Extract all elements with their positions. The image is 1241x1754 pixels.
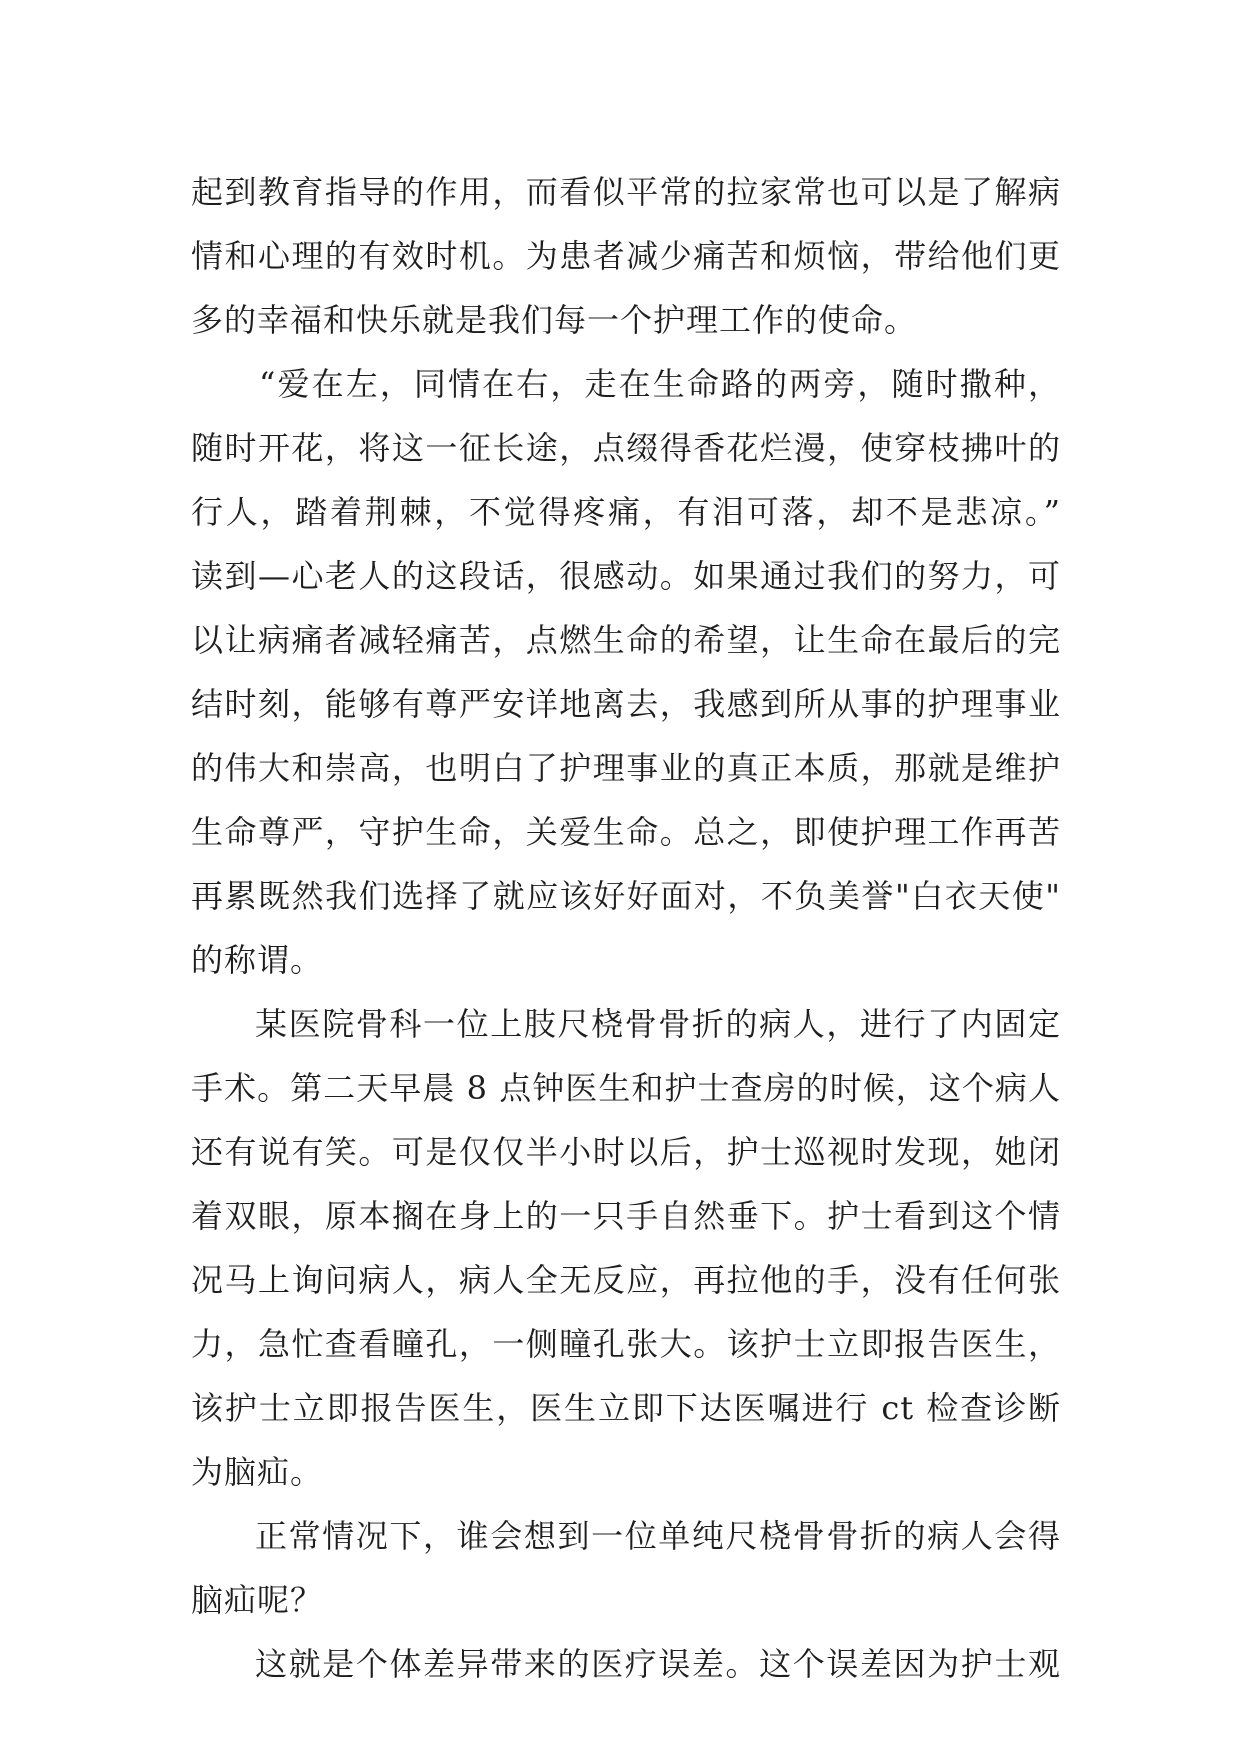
body-text [191, 160, 1061, 1696]
text-line: 为脑疝。 [191, 1453, 324, 1491]
text-line: 该护士立即报告医生，医生立即下达医嘱进行 ct 检查诊断 [191, 1389, 1061, 1427]
text-line: 以让病痛者减轻痛苦，点燃生命的希望，让生命在最后的完 [191, 621, 1061, 659]
text-line: 的称谓。 [191, 941, 324, 979]
text-line: 力，急忙查看瞳孔，一侧瞳孔张大。该护士立即报告医生， [191, 1325, 1061, 1363]
text-line: 着双眼，原本搁在身上的一只手自然垂下。护士看到这个情 [191, 1197, 1061, 1235]
text-line: 脑疝呢？ [191, 1581, 324, 1619]
text-line: 况马上询问病人，病人全无反应，再拉他的手，没有任何张 [191, 1261, 1061, 1299]
text-line: 随时开花，将这一征长途，点缀得香花烂漫，使穿枝拂叶的 [191, 429, 1061, 467]
text-line: 的伟大和崇高，也明白了护理事业的真正本质，那就是维护 [191, 749, 1061, 787]
text-line: 读到—心老人的这段话，很感动。如果通过我们的努力，可 [191, 557, 1061, 595]
text-line: 多的幸福和快乐就是我们每一个护理工作的使命。 [191, 301, 918, 339]
text-line: “爱在左，同情在右，走在生命路的两旁，随时撒种， [259, 365, 1061, 403]
text-line: 还有说有笑。可是仅仅半小时以后，护士巡视时发现，她闭 [191, 1133, 1061, 1171]
text-line: 再累既然我们选择了就应该好好面对，不负美誉"白衣天使" [191, 877, 1061, 915]
text-line: 生命尊严，守护生命，关爱生命。总之，即使护理工作再苦 [191, 813, 1061, 851]
text-line: 结时刻，能够有尊严安详地离去，我感到所从事的护理事业 [191, 685, 1061, 723]
text-line: 行人，踏着荆棘，不觉得疼痛，有泪可落，却不是悲凉。” [191, 493, 1061, 531]
text-line: 起到教育指导的作用，而看似平常的拉家常也可以是了解病 [191, 173, 1061, 211]
text-line: 某医院骨科一位上肢尺桡骨骨折的病人，进行了内固定 [255, 1005, 1061, 1043]
text-line: 情和心理的有效时机。为患者减少痛苦和烦恼，带给他们更 [191, 237, 1061, 275]
text-line: 正常情况下，谁会想到一位单纯尺桡骨骨折的病人会得 [255, 1517, 1061, 1555]
text-line: 这就是个体差异带来的医疗误差。这个误差因为护士观 [255, 1645, 1061, 1683]
text-line: 手术。第二天早晨 8 点钟医生和护士查房的时候，这个病人 [191, 1069, 1061, 1107]
